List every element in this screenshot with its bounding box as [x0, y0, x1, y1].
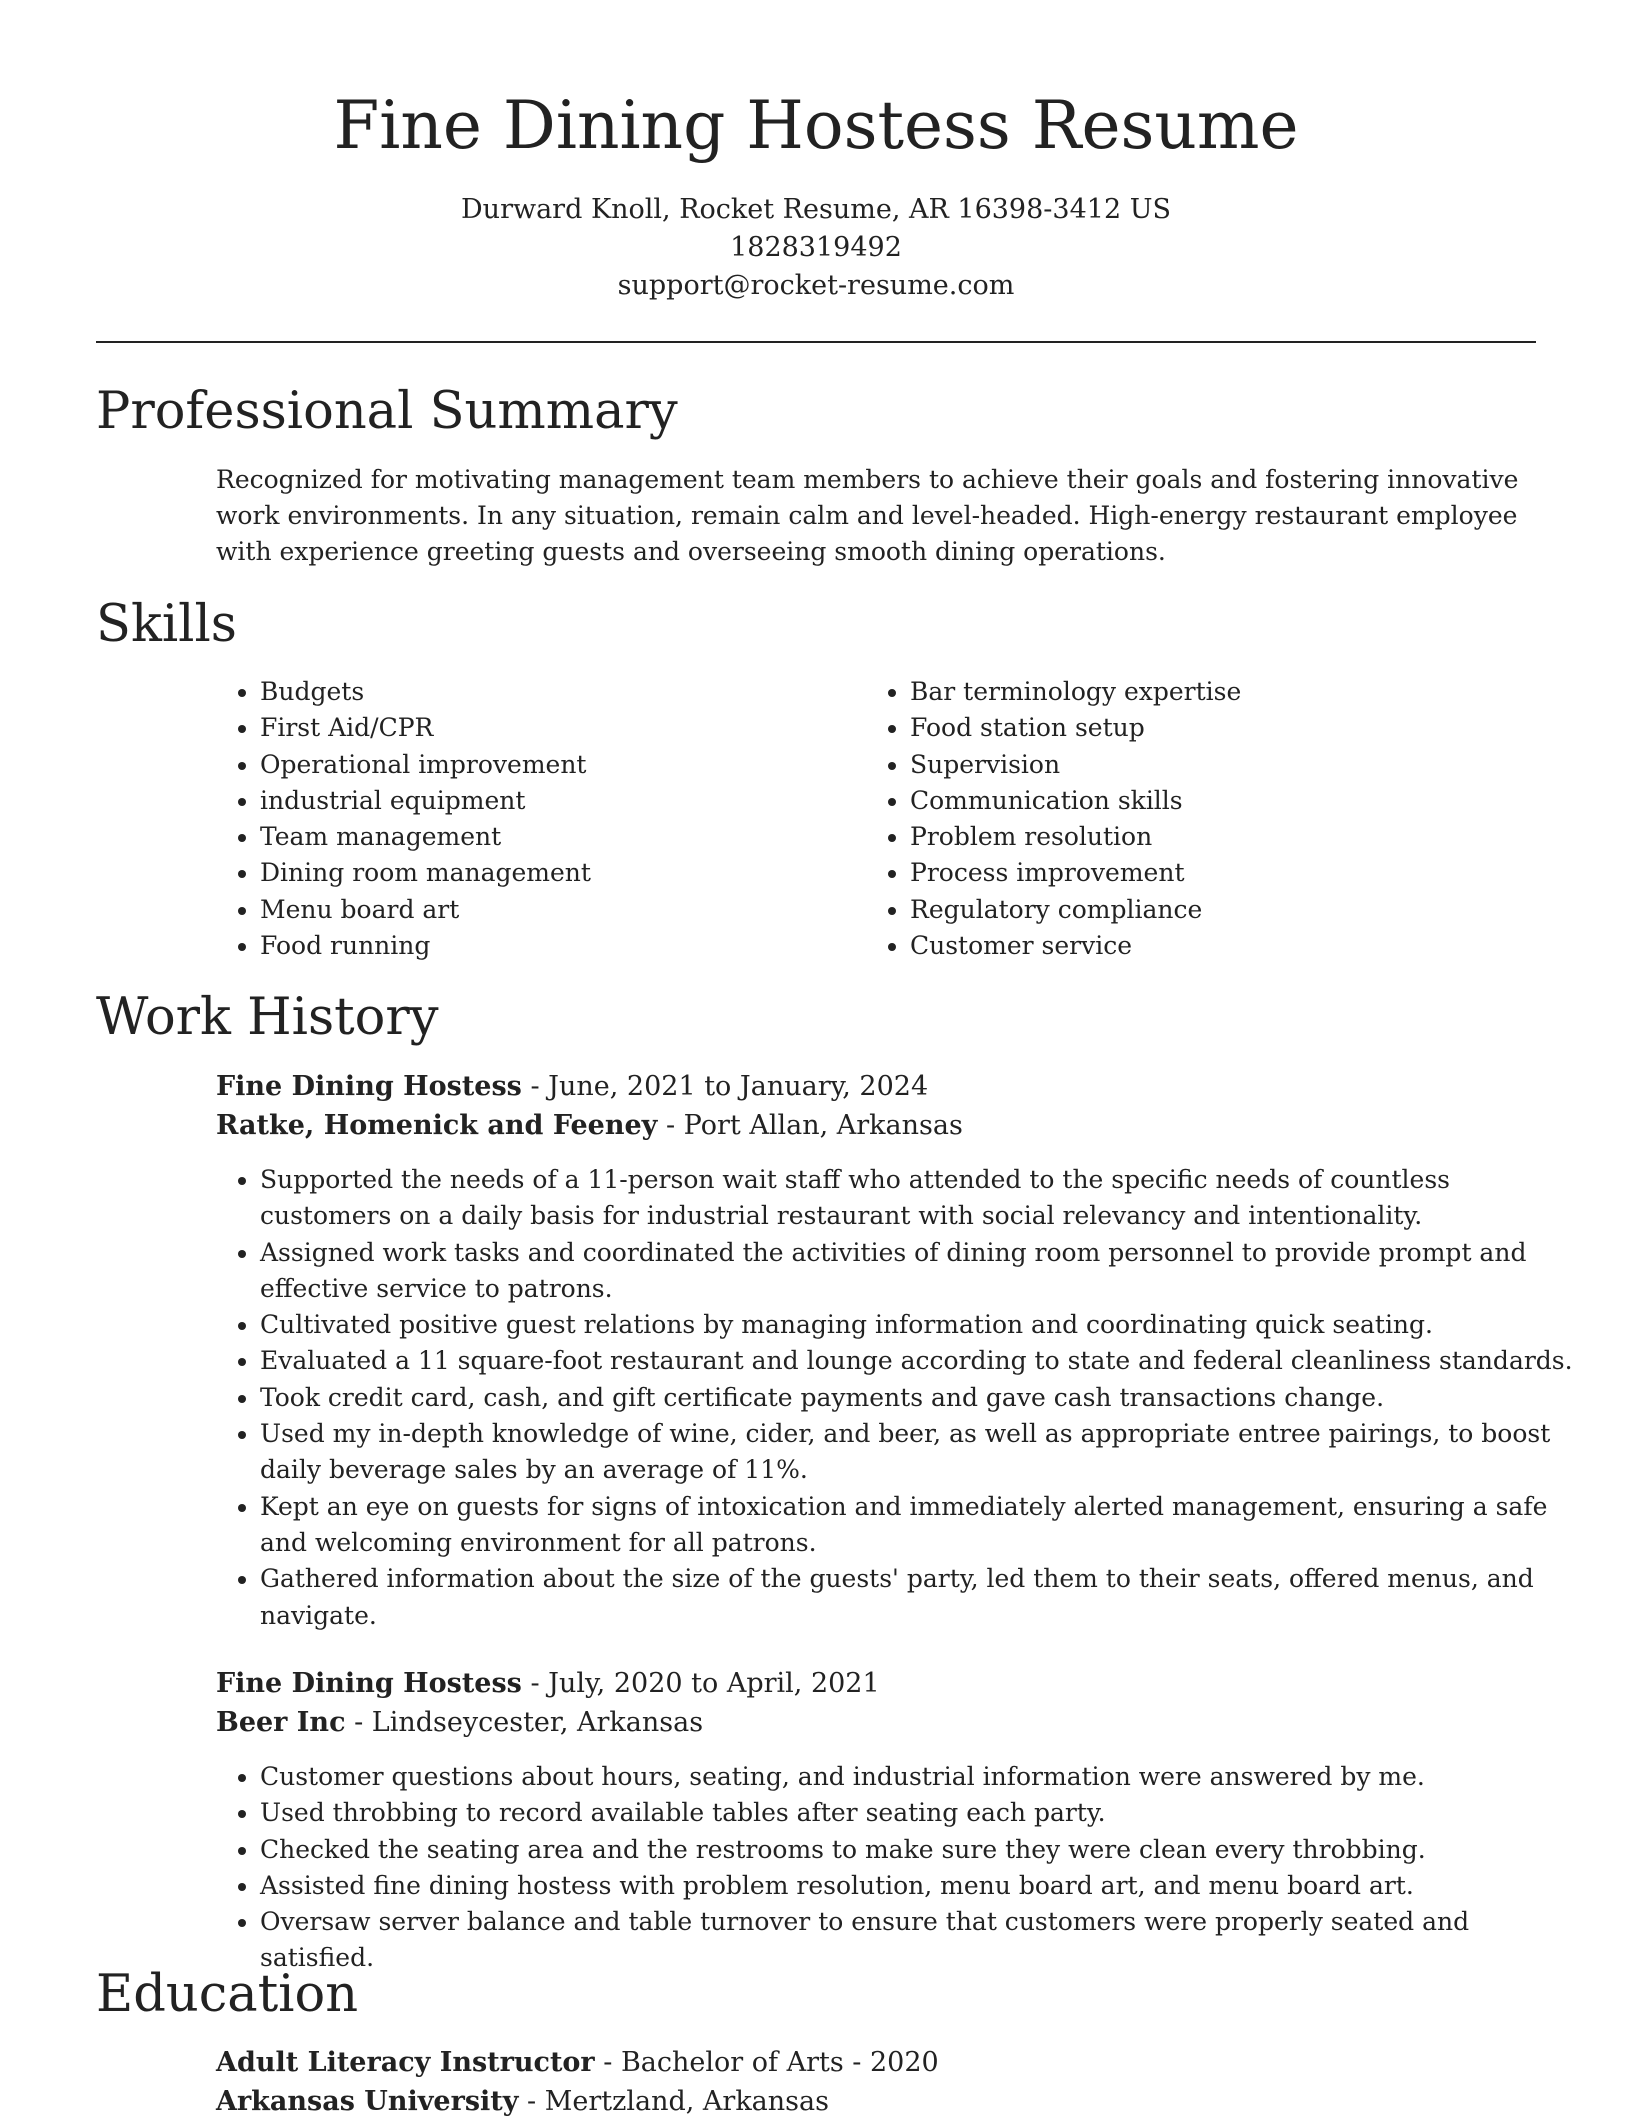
- skill-item: • Team management: [260, 819, 860, 855]
- job-1-title-line: [216, 1068, 1536, 1106]
- skill-item: • Communication skills: [910, 783, 1580, 819]
- education-school-line: [216, 2083, 1536, 2121]
- header-divider: [96, 341, 1536, 343]
- job-location: - Lindseycester, Arkansas: [345, 1707, 704, 1738]
- job-2-title-line: [216, 1665, 1536, 1703]
- skill-item: • Regulatory compliance: [910, 892, 1580, 928]
- resume-title: Fine Dining Hostess Resume: [333, 87, 1299, 164]
- contact-address: Durward Knoll, Rocket Resume, AR 16398-3412 US: [461, 194, 1171, 225]
- job-bullet: • Kept an eye on guests for signs of intoxication and immediately alerted management, ensuring a safe and welcoming environment for all patrons.: [260, 1489, 1580, 1562]
- work-heading: Work History: [96, 988, 439, 1047]
- skill-item: • Dining room management: [260, 855, 860, 891]
- school-name: Arkansas University: [216, 2086, 519, 2117]
- skill-item: • Supervision: [910, 747, 1580, 783]
- job-bullet: • Used throbbing to record available tables after seating each party.: [260, 1795, 1580, 1831]
- skill-item: • Operational improvement: [260, 747, 860, 783]
- job-2-company-line: [216, 1704, 1536, 1742]
- job-2-bullets: [216, 1759, 1580, 1977]
- job-dates: - June, 2021 to January, 2024: [521, 1071, 929, 1102]
- skill-item: • Food running: [260, 928, 860, 964]
- degree-detail: - Bachelor of Arts - 2020: [594, 2047, 939, 2078]
- education-degree-line: [216, 2044, 1536, 2082]
- job-bullet: • Supported the needs of a 11-person wait staff who attended to the specific needs of countless customers on a daily basis for industrial restaurant with social relevancy and intentionality.: [260, 1162, 1580, 1235]
- contact-email: support@rocket-resume.com: [617, 270, 1015, 301]
- skill-item: • Problem resolution: [910, 819, 1580, 855]
- job-title: Fine Dining Hostess: [216, 1071, 522, 1102]
- skills-heading: Skills: [96, 595, 237, 654]
- degree-title: Adult Literacy Instructor: [216, 2047, 595, 2078]
- education-heading: Education: [96, 1965, 359, 2024]
- skill-item: • Budgets: [260, 674, 860, 710]
- job-bullet: • Took credit card, cash, and gift certificate payments and gave cash transactions change.: [260, 1380, 1580, 1416]
- job-bullet: • Used my in-depth knowledge of wine, cider, and beer, as well as appropriate entree pairings, to boost daily beverage sales by an average of 11%.: [260, 1416, 1580, 1489]
- job-1-company-line: [216, 1107, 1536, 1145]
- job-company: Beer Inc: [216, 1707, 346, 1738]
- job-bullet: • Customer questions about hours, seating, and industrial information were answered by me.: [260, 1759, 1580, 1795]
- summary-heading: Professional Summary: [96, 382, 678, 441]
- summary-text: Recognized for motivating management team members to achieve their goals and fostering innovative work environments. In any situation, remain calm and level-headed. High-energy restaurant employee with experience greeting guests and overseeing smooth dining operations.: [216, 465, 1519, 566]
- job-title: Fine Dining Hostess: [216, 1668, 522, 1699]
- job-bullet: • Oversaw server balance and table turnover to ensure that customers were properly seated and satisfied.: [260, 1904, 1580, 1977]
- job-bullet: • Gathered information about the size of the guests' party, led them to their seats, offered menus, and navigate.: [260, 1561, 1580, 1634]
- job-bullet: • Cultivated positive guest relations by managing information and coordinating quick seating.: [260, 1307, 1580, 1343]
- skill-item: • Customer service: [910, 928, 1580, 964]
- job-bullet: • Assisted fine dining hostess with problem resolution, menu board art, and menu board art.: [260, 1868, 1580, 1904]
- contact-phone: 1828319492: [730, 232, 902, 263]
- school-location: - Mertzland, Arkansas: [518, 2086, 829, 2117]
- job-1-bullets: [216, 1162, 1580, 1634]
- skill-item: • First Aid/CPR: [260, 710, 860, 746]
- job-dates: - July, 2020 to April, 2021: [521, 1668, 880, 1699]
- skill-item: • industrial equipment: [260, 783, 860, 819]
- skill-item: • Food station setup: [910, 710, 1580, 746]
- job-location: - Port Allan, Arkansas: [657, 1110, 963, 1141]
- contact-block: [0, 191, 1632, 305]
- skills-list-right: [866, 674, 1580, 964]
- job-bullet: • Checked the seating area and the restrooms to make sure they were clean every throbbing.: [260, 1832, 1580, 1868]
- skills-list-left: [216, 674, 860, 964]
- skill-item: • Menu board art: [260, 892, 860, 928]
- skill-item: • Bar terminology expertise: [910, 674, 1580, 710]
- job-bullet: • Assigned work tasks and coordinated the activities of dining room personnel to provide prompt and effective service to patrons.: [260, 1235, 1580, 1308]
- skill-item: • Process improvement: [910, 855, 1580, 891]
- job-bullet: • Evaluated a 11 square-foot restaurant and lounge according to state and federal cleanliness standards.: [260, 1343, 1580, 1379]
- job-company: Ratke, Homenick and Feeney: [216, 1110, 658, 1141]
